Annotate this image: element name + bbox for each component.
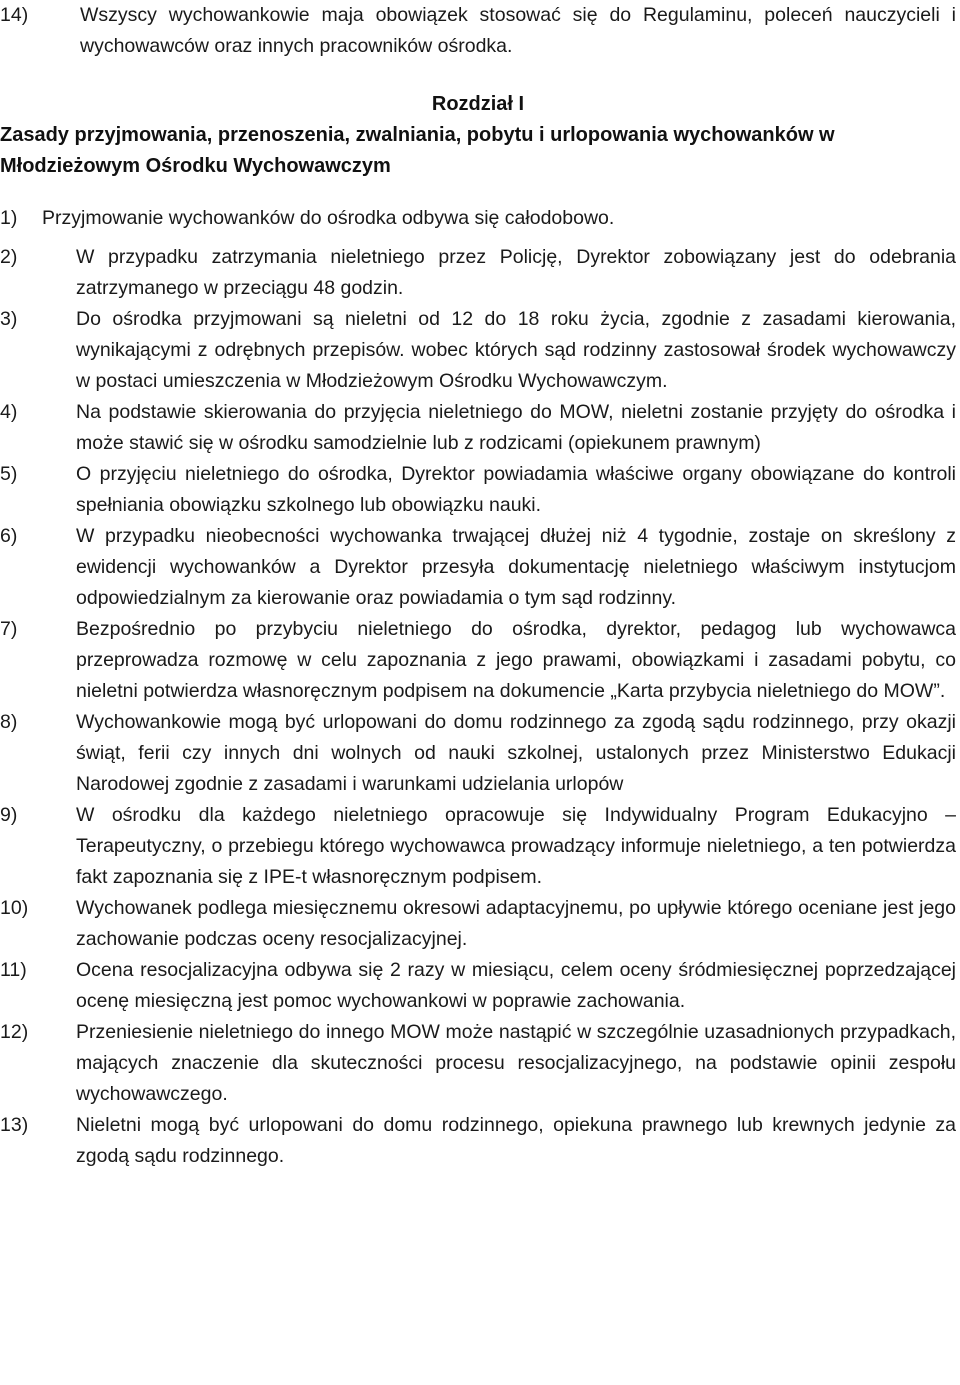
list-item [0, 459, 956, 521]
item-text: Przeniesienie nieletniego do innego MOW może nastąpić w szczególnie uzasadnionych przypadkach, mających znaczenie dla skuteczności procesu resocjalizacyjnego, na podstawie opinii zespołu wychowawczego. [76, 1021, 956, 1105]
item-number: 12) [0, 1021, 29, 1043]
item-number: 13) [0, 1114, 29, 1136]
item-text: Na podstawie skierowania do przyjęcia nieletniego do MOW, nieletni zostanie przyjęty do ośrodka i może stawić się w ośrodku samodzielnie lub z rodzicami (opiekunem prawnym) [76, 401, 956, 454]
item-text: Do ośrodka przyjmowani są nieletni od 12 do 18 roku życia, zgodnie z zasadami kierowania, wynikającymi z odrębnych przepisów. wobec których sąd rodzinny zastosował środek wychowawczy w postaci umieszczenia w Młodzieżowym Ośrodku Wychowawczym. [76, 308, 956, 392]
item-text: Ocena resocjalizacyjna odbywa się 2 razy w miesiącu, celem oceny śródmiesięcznej poprzedzającej ocenę miesięczną jest pomoc wychowankowi w poprawie zachowania. [76, 959, 956, 1012]
item-text: Wszyscy wychowankowie maja obowiązek stosować się do Regulaminu, poleceń nauczycieli i wychowawców oraz innych pracowników ośrodka. [80, 4, 956, 57]
item-text: O przyjęciu nieletniego do ośrodka, Dyrektor powiadamia właściwe organy obowiązane do kontroli spełniania obowiązku szkolnego lub obowiązku nauki. [76, 463, 956, 516]
list-item [0, 800, 956, 893]
list-item [0, 955, 956, 1017]
item-text: W przypadku zatrzymania nieletniego przez Policję, Dyrektor zobowiązany jest do odebrania zatrzymanego w przeciągu 48 godzin. [76, 246, 956, 299]
list-item [0, 1017, 956, 1110]
item-text: Nieletni mogą być urlopowani do domu rodzinnego, opiekuna prawnego lub krewnych jedynie za zgodą sądu rodzinnego. [76, 1114, 956, 1167]
list-item [0, 0, 956, 62]
item-text: Bezpośrednio po przybyciu nieletniego do ośrodka, dyrektor, pedagog lub wychowawca przeprowadza rozmowę w celu zapoznania z jego prawami, obowiązkami i zasadami pobytu, co nieletni potwierdza własnoręcznym podpisem na dokumencie „Karta przybycia nieletniego do MOW”. [76, 618, 956, 702]
item-number: 8) [0, 711, 18, 733]
item-number: 5) [0, 463, 18, 485]
list-item [0, 521, 956, 614]
item-number: 9) [0, 804, 18, 826]
previous-regulation-item [0, 0, 956, 62]
first-rule [0, 203, 956, 234]
item-number: 2) [0, 246, 18, 268]
item-number: 1) [0, 207, 18, 229]
item-number: 4) [0, 401, 18, 423]
list-item [0, 614, 956, 707]
chapter-subtitle: Zasady przyjmowania, przenoszenia, zwalniania, pobytu i urlopowania wychowanków w Młodzieżowym Ośrodku Wychowawczym [0, 124, 835, 177]
list-item [0, 203, 956, 234]
item-number: 11) [0, 959, 27, 981]
chapter-title: Rozdział I [431, 93, 525, 115]
item-text: Wychowanek podlega miesięcznemu okresowi adaptacyjnemu, po upływie którego oceniane jest jego zachowanie podczas oceny resocjalizacyjnej. [76, 897, 956, 950]
list-item [0, 893, 956, 955]
item-number: 6) [0, 525, 18, 547]
item-text: W przypadku nieobecności wychowanka trwającej dłużej niż 4 tygodnie, zostaje on skreślony z ewidencji wychowanków a Dyrektor przesyła dokumentację nieletniego właściwym instytucjom odpowiedzialnym za kierowanie oraz powiadamia o tym sąd rodzinny. [76, 525, 956, 609]
item-number: 10) [0, 897, 29, 919]
rules-list [0, 242, 956, 1172]
list-item [0, 707, 956, 800]
list-item [0, 242, 956, 304]
item-text: Przyjmowanie wychowanków do ośrodka odbywa się całodobowo. [42, 207, 615, 229]
list-item [0, 1110, 956, 1172]
item-number: 3) [0, 308, 18, 330]
list-item [0, 304, 956, 397]
list-item [0, 397, 956, 459]
item-number: 14) [0, 4, 29, 26]
item-text: Wychowankowie mogą być urlopowani do domu rodzinnego za zgodą sądu rodzinnego, przy okazji świąt, ferii czy innych dni wolnych od nauki szkolnej, ustalonych przez Ministerstwo Edukacji Narodowej zgodnie z zasadami i warunkami udzielania urlopów [76, 711, 956, 795]
chapter-heading [0, 89, 956, 182]
item-number: 7) [0, 618, 18, 640]
item-text: W ośrodku dla każdego nieletniego opracowuje się Indywidualny Program Edukacyjno – Terapeutyczny, o przebiegu którego wychowawca prowadzący informuje nieletniego, a ten potwierdza fakt zapoznania się z IPE-t własnoręcznym podpisem. [76, 804, 956, 888]
